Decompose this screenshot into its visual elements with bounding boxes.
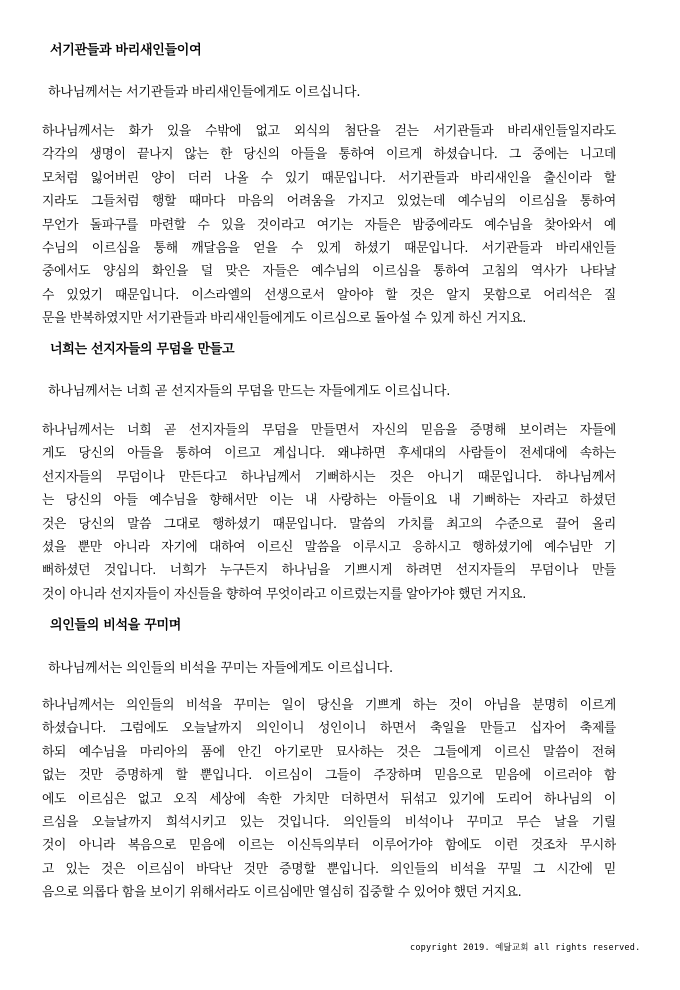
body-line: 무언가 돌파구를 마련할 수 있을 것이라고 여기는 자들은 밤중에라도 예수님을 찾아와서 예 (42, 217, 616, 233)
body-line: 하나님께서는 의인들의 비석을 꾸미는 일이 당신을 기쁘게 하는 것이 아님을 분명히 이르게 (42, 698, 616, 713)
body-line: 는 당신의 아들 예수님을 향해서만 이는 내 사랑하는 아들이요 내 기뻐하는 자라고 하셨던 (42, 493, 616, 509)
body-line: 셨을 뿐만 아니라 자기에 대하여 이르신 말씀을 이루시고 응하시고 행하셨기에 예수님만 기 (42, 539, 616, 555)
body-line: 음으로 의롭다 함을 보이기 위해서라도 이르심에만 열심히 집중할 수 있어야 했던 거지요. (42, 885, 522, 901)
body-line: 문을 반복하였지만 서기관들과 바리새인들에게도 이르심으로 돌아설 수 있게 하신 거지요. (42, 311, 526, 327)
body-line: 것은 당신의 말씀 그대로 행하셨기 때문입니다. 말씀의 가치를 최고의 수준으로 끌어 올리 (42, 516, 616, 532)
body-line: 없는 것만 증명하게 할 뿐입니다. 이르심이 그들이 주장하며 믿음으로 믿음에 이르러야 함 (42, 768, 616, 784)
section-intro: 하나님께서는 서기관들과 바리새인들에게도 이르십니다. (48, 85, 361, 100)
body-line: 하나님께서는 너희 곧 선지자들의 무덤을 만들면서 자신의 믿음을 증명해 보이려는 자들에 (42, 423, 616, 438)
body-line: 것이 아니라 선지자들이 자신들을 향하여 무엇이라고 이르렀는지를 알아가야 했던 거지요. (42, 586, 526, 602)
section-intro: 하나님께서는 의인들의 비석을 꾸미는 자들에게도 이르십니다. (48, 661, 393, 676)
section-body (42, 419, 616, 606)
section-heading: 의인들의 비석을 꾸미며 (50, 618, 182, 633)
body-line: 모처럼 잃어버린 양이 더러 나올 수 있기 때문입니다. 서기관들과 바리새인을 출신이라 할 (42, 170, 616, 186)
section-heading: 너희는 선지자들의 무덤을 만들고 (50, 342, 235, 357)
copyright-footer: copyright 2019. 예닮교회 all rights reserved. (410, 943, 641, 953)
body-line: 하되 예수님을 마리아의 품에 안긴 아기로만 묘사하는 것은 그들에게 이르신 말씀이 전혀 (42, 744, 616, 760)
body-line: 하나님께서는 화가 있을 수밖에 없고 외식의 첨단을 걷는 서기관들과 바리새인들일지라도 (42, 124, 616, 139)
body-line: 수 있었기 때문입니다. 이스라엘의 선생으로서 알아야 할 것은 알지 못함으로 어리석은 질 (42, 287, 616, 303)
body-line: 것이 아니라 복음으로 믿음에 이르는 이신득의부터 이루어가야 함에도 이런 것조차 무시하 (42, 838, 616, 854)
body-line: 선지자들의 무덤이나 만든다고 하나님께서 기뻐하시는 것은 아니기 때문입니다. 하나님께서 (42, 469, 616, 485)
body-line: 게도 당신의 아들을 통하여 이르고 계십니다. 왜냐하면 후세대의 사람들이 전세대에 속하는 (42, 446, 616, 462)
body-line: 에도 이르심은 없고 오직 세상에 속한 가치만 더하면서 뒤섞고 있기에 도리어 하나님의 이 (42, 791, 616, 807)
section-heading: 서기관들과 바리새인들이여 (50, 43, 202, 58)
section-body (42, 694, 616, 905)
body-line: 하셨습니다. 그럼에도 오늘날까지 의인이니 성인이니 하면서 축일을 만들고 십자어 축제를 (42, 721, 616, 737)
body-line: 뻐하셨던 것입니다. 너희가 누구든지 하나님을 기쁘시게 하려면 선지자들의 무덤이나 만들 (42, 563, 616, 579)
body-line: 지라도 그들처럼 행할 때마다 마음의 어려움을 가지고 있었는데 예수님의 이르심을 통하여 (42, 194, 616, 210)
body-line: 수님의 이르심을 통해 깨달음을 얻을 수 있게 하셨기 때문입니다. 서기관들과 바리새인들 (42, 240, 616, 256)
body-line: 중에서도 양심의 화인을 덜 맞은 자들은 예수님의 이르심을 통하여 고침의 역사가 나타날 (42, 264, 616, 280)
body-line: 르심을 오늘날까지 희석시키고 있는 것입니다. 의인들의 비석이나 꾸미고 무슨 날을 기릴 (42, 814, 616, 830)
section-intro: 하나님께서는 너희 곧 선지자들의 무덤을 만드는 자들에게도 이르십니다. (48, 384, 451, 399)
body-line: 각각의 생명이 끝나지 않는 한 당신의 아들을 통하여 이르게 하셨습니다. 그 중에는 니고데 (42, 147, 616, 163)
body-line: 고 있는 것은 이르심이 바닥난 것만 증명할 뿐입니다. 의인들의 비석을 꾸밀 그 시간에 믿 (42, 861, 616, 877)
section-body (42, 120, 616, 331)
